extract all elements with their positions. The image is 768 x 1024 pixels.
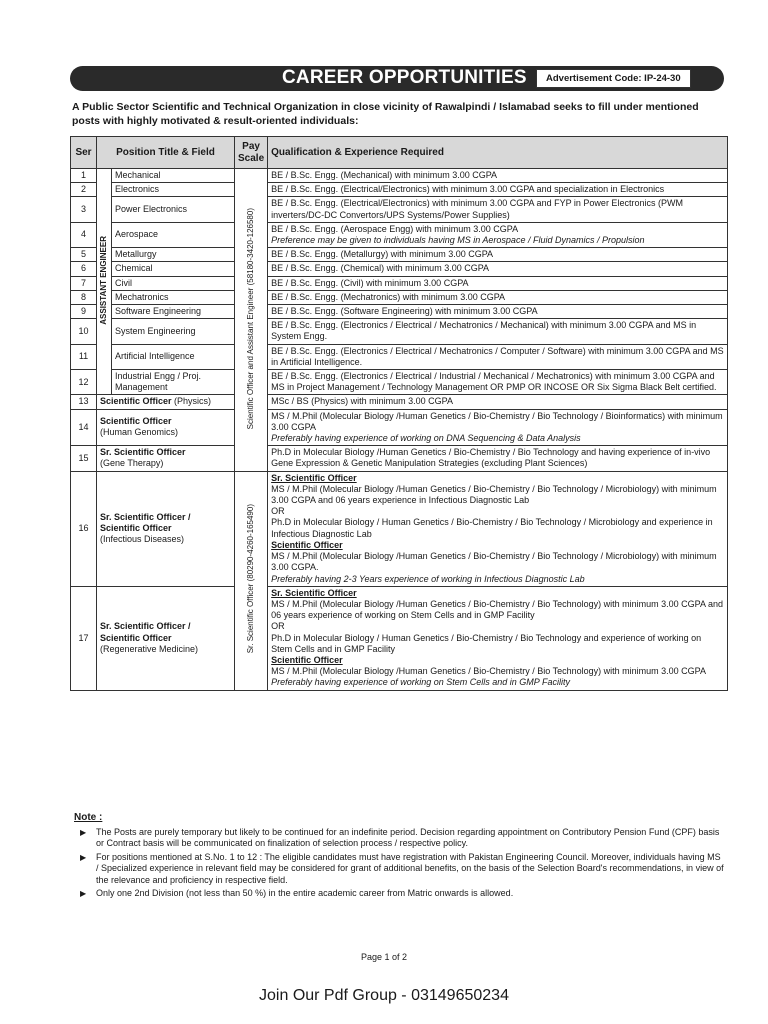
row-ser: 16 [71, 471, 97, 586]
row-qualification: BE / B.Sc. Engg. (Electrical/Electronics) with minimum 3.00 CGPA and FYP in Power Electronics (PWM inverters/DC-DC Convertors/UPS Systems/Power Supplies) [268, 197, 728, 222]
table-row [71, 395, 728, 409]
table-row [71, 169, 728, 183]
or-label: OR [271, 506, 285, 517]
table-row [71, 262, 728, 276]
row-qualification-cell [268, 409, 728, 446]
or-label: OR [271, 621, 285, 632]
pay-scale-2: Sr. Scientific Officer (80290-4260-165490) [246, 504, 256, 654]
row-ser: 3 [71, 197, 97, 222]
header-pay-scale: Pay Scale [235, 137, 268, 169]
note-text: Only one 2nd Division (not less than 50 %) in the entire academic career from Matric onwards is allowed. [96, 888, 514, 898]
row-title: Mechanical [112, 169, 235, 183]
row-qualification: BE / B.Sc. Engg. (Electronics / Electrical / Mechatronics / Computer / Software) with minimum 3.00 CGPA and MS in Artificial Intelligence. [268, 344, 728, 369]
notes-section [74, 812, 724, 902]
row-qualification-so: MS / M.Phil (Molecular Biology /Human Genetics / Bio-Chemistry / Bio Technology / Microbiology) with minimum 3.00 CGPA. [271, 551, 717, 573]
sso-heading: Sr. Scientific Officer [271, 587, 357, 598]
row-qualification: BE / B.Sc. Engg. (Software Engineering) with minimum 3.00 CGPA [268, 305, 728, 319]
row-title: Power Electronics [112, 197, 235, 222]
table-row [71, 409, 728, 446]
intro-text: A Public Sector Scientific and Technical Organization in close vicinity of Rawalpindi / Islamabad seeks to fill under mentioned posts with highly motivated & result-oriented individuals: [72, 101, 699, 127]
row-qualification: MS / M.Phil (Molecular Biology /Human Genetics / Bio-Chemistry / Bio Technology / Microbiology) with minimum 3.00 CGPA and 06 years experience in Infectious Diagnostic Lab [271, 483, 717, 506]
note-item [74, 852, 724, 887]
bullet-arrow-icon: ▶ [80, 827, 87, 837]
row-qualification-cell [268, 471, 728, 586]
row-title: Sr. Scientific Officer / Scientific Officer [100, 511, 191, 534]
row-qualification: Ph.D in Molecular Biology /Human Genetics / Bio-Chemistry / Bio Technology and having experience of in-vivo Gene Expression & Genetic Manipulation Strategies (excluding Plant Sciences) [268, 446, 728, 471]
sso-heading: Sr. Scientific Officer [271, 472, 357, 483]
pay-scale-cell-2 [235, 471, 268, 690]
row-preference: Preferably having 2-3 Years experience of working in Infectious Diagnostic Lab [271, 573, 585, 584]
bullet-arrow-icon: ▶ [80, 852, 87, 862]
footer-text: Join Our Pdf Group - 03149650234 [259, 987, 509, 1004]
page-number: Page 1 of 2 [360, 952, 408, 962]
row-title-sub: (Infectious Diseases) [100, 534, 185, 545]
so-heading: Scientific Officer [271, 539, 343, 550]
table-row [71, 183, 728, 197]
table-row [71, 197, 728, 222]
so-heading: Scientific Officer [271, 654, 343, 665]
row-ser: 4 [71, 222, 97, 247]
note-item [74, 827, 724, 850]
table-header-row [71, 137, 728, 169]
row-title: Aerospace [112, 222, 235, 247]
notes-heading: Note : [74, 812, 103, 823]
table-row [71, 344, 728, 369]
title-banner [70, 66, 724, 91]
row-title: Sr. Scientific Officer / Scientific Officer [100, 621, 191, 643]
row-ser: 9 [71, 305, 97, 319]
row-ser: 15 [71, 446, 97, 471]
table-row [71, 248, 728, 262]
note-item [74, 888, 724, 900]
row-qualification: BE / B.Sc. Engg. (Electronics / Electrical / Industrial / Mechanical / Mechatronics) with minimum 3.00 CGPA and MS in Project Management / Technology Management OR PMP OR INCOSE OR Six Sigma Black Belt certified. [268, 370, 728, 395]
row-title-cell [97, 409, 235, 446]
row-title: Software Engineering [112, 305, 235, 319]
note-text: The Posts are purely temporary but likely to be continued for an indefinite period. Decision regarding appointment on Contributory Pension Fund (CPF) basis or Contract basis will be communicated on finalization of selection process / respective policy. [96, 826, 720, 848]
row-title-cell [97, 395, 235, 409]
row-title-cell [97, 471, 235, 586]
row-qualification-so: MS / M.Phil (Molecular Biology /Human Genetics / Bio-Chemistry / Bio Technology) with minimum 3.00 CGPA [271, 666, 706, 677]
row-qualification: BE / B.Sc. Engg. (Mechatronics) with minimum 3.00 CGPA [268, 290, 728, 304]
row-title: Scientific Officer [100, 416, 172, 427]
row-qualification: BE / B.Sc. Engg. (Chemical) with minimum 3.00 CGPA [268, 262, 728, 276]
bullet-arrow-icon: ▶ [80, 889, 87, 898]
group-label-cell [97, 169, 112, 395]
row-ser: 6 [71, 262, 97, 276]
row-title: Civil [112, 276, 235, 290]
row-ser: 10 [71, 319, 97, 344]
row-qualification-alt: Ph.D in Molecular Biology / Human Genetics / Bio-Chemistry / Bio Technology / Microbiology and experience in Infectious Diagnostic Lab [271, 517, 713, 539]
row-preference: Preferably having experience of working on Stem Cells and in GMP Facility [271, 677, 570, 688]
row-title-sub: (Physics) [174, 396, 212, 407]
row-title: Artificial Intelligence [112, 344, 235, 369]
row-ser: 5 [71, 248, 97, 262]
table-row [71, 290, 728, 304]
row-qualification-alt: Ph.D in Molecular Biology / Human Genetics / Bio-Chemistry / Bio Technology and experience of working on Stem Cells and in GMP Facility [271, 632, 702, 654]
row-ser: 13 [71, 395, 97, 409]
row-title-sub: (Human Genomics) [100, 427, 179, 438]
row-ser: 8 [71, 290, 97, 304]
row-ser: 12 [71, 370, 97, 395]
row-title: Sr. Scientific Officer [100, 447, 186, 458]
row-title: Electronics [112, 183, 235, 197]
row-title: Chemical [112, 262, 235, 276]
row-title-sub: (Gene Therapy) [100, 458, 164, 469]
row-ser: 17 [71, 586, 97, 690]
row-title: Metallurgy [112, 248, 235, 262]
row-ser: 11 [71, 344, 97, 369]
row-qualification: BE / B.Sc. Engg. (Aerospace Engg) with minimum 3.00 CGPA [271, 223, 519, 234]
row-qualification: MS / M.Phil (Molecular Biology /Human Genetics / Bio-Chemistry / Bio Technology / Bioinformatics) with minimum 3.00 CGPA [271, 410, 723, 432]
table-row [71, 586, 728, 690]
row-qualification-cell [268, 222, 728, 247]
row-title-sub: (Regenerative Medicine) [100, 643, 199, 654]
row-ser: 1 [71, 169, 97, 183]
row-preference: Preferably having experience of working on DNA Sequencing & Data Analysis [271, 433, 581, 444]
row-title: Mechatronics [112, 290, 235, 304]
row-ser: 7 [71, 276, 97, 290]
row-title: System Engineering [112, 319, 235, 344]
header-position: Position Title & Field [97, 137, 235, 169]
row-title-cell [97, 446, 235, 471]
row-title: Scientific Officer [100, 396, 172, 407]
pay-scale-1: Scientific Officer and Assistant Engineer (58180-3420-126580) [246, 207, 256, 429]
vacancy-table [70, 136, 728, 691]
row-qualification: BE / B.Sc. Engg. (Mechanical) with minimum 3.00 CGPA [268, 169, 728, 183]
row-qualification: BE / B.Sc. Engg. (Electronics / Electrical / Mechatronics / Mechanical) with minimum 3.00 CGPA and MS in System Engg. [268, 319, 728, 344]
row-qualification: BE / B.Sc. Engg. (Civil) with minimum 3.00 CGPA [268, 276, 728, 290]
table-row [71, 305, 728, 319]
row-ser: 2 [71, 183, 97, 197]
table-row [71, 276, 728, 290]
page-title: CAREER OPPORTUNITIES [282, 67, 527, 88]
row-qualification: MSc / BS (Physics) with minimum 3.00 CGPA [268, 395, 728, 409]
row-preference: Preference may be given to individuals having MS in Aerospace / Fluid Dynamics / Propulsion [271, 235, 645, 246]
row-qualification: BE / B.Sc. Engg. (Electrical/Electronics) with minimum 3.00 CGPA and specialization in Electronics [268, 183, 728, 197]
row-title-cell [97, 586, 235, 690]
note-text: For positions mentioned at S.No. 1 to 12 : The eligible candidates must have registration with Pakistan Engineering Council. Moreover, individuals having MS / Specialized experience in relevant field may be considered for grant of additional benefits, on the basis of the Selection Board's recommendations, in view of the relevance and proficiency in respective field. [96, 851, 724, 885]
row-title: Industrial Engg / Proj. Management [112, 370, 235, 395]
row-ser: 14 [71, 409, 97, 446]
table-row [71, 471, 728, 586]
header-ser: Ser [71, 137, 97, 169]
pay-scale-cell-1 [235, 169, 268, 472]
table-row [71, 222, 728, 247]
group-label: ASSISTANT ENGINEER [99, 235, 109, 325]
table-row [71, 446, 728, 471]
table-row [71, 370, 728, 395]
row-qualification-cell [268, 586, 728, 690]
table-row [71, 319, 728, 344]
advertisement-code: Advertisement Code: IP-24-30 [536, 69, 691, 88]
row-qualification: MS / M.Phil (Molecular Biology /Human Genetics / Bio-Chemistry / Bio Technology) with minimum 3.00 CGPA and 06 years experience of working on Stem Cells and in GMP Facility [271, 598, 723, 621]
row-qualification: BE / B.Sc. Engg. (Metallurgy) with minimum 3.00 CGPA [268, 248, 728, 262]
header-qualification: Qualification & Experience Required [268, 137, 728, 169]
